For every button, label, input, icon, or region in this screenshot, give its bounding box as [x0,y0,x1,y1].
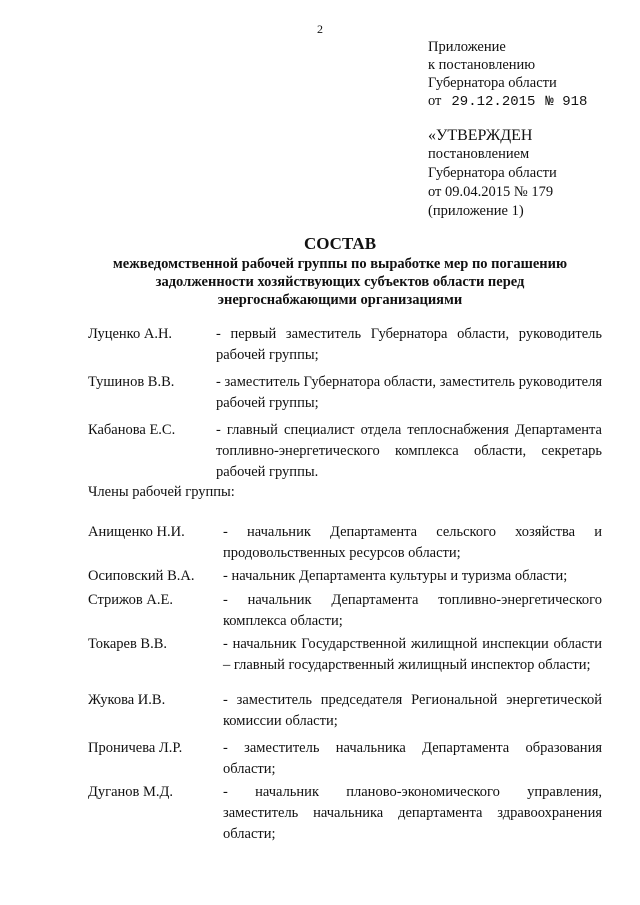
leader-role: - заместитель Губернатора области, заместитель руководителя рабочей группы; [216,374,602,411]
member-role: - начальник планово-экономического управления, заместитель начальника департамента здравоохранения области; [223,784,602,842]
subtitle-line-1: межведомственной рабочей группы по выработке мер по погашению [112,256,568,272]
member-name: Проничева Л.Р. [88,740,183,756]
approved-line-4: (приложение 1) [428,203,524,219]
appendix-number: № 918 [545,94,588,110]
leader-name: Тушинов В.В. [88,374,175,390]
appendix-date: 29.12.2015 [451,94,536,110]
document-subtitle [60,255,620,309]
appendix-line-2: к постановлению [428,57,536,73]
member-name: Токарев В.В. [88,636,168,652]
subtitle-line-3: энергоснабжающими организациями [217,292,463,308]
subtitle-line-2: задолженности хозяйствующих субъектов области перед [155,274,525,290]
document-title: СОСТАВ [303,234,377,253]
leader-name: Луценко А.Н. [88,326,173,342]
appendix-block [428,38,628,111]
member-role: - начальник Департамента культуры и туризма области; [223,568,568,584]
member-role: - заместитель начальника Департамента образования области; [223,740,602,777]
approved-line-3: от 09.04.2015 № 179 [428,184,554,200]
approved-line-1: постановлением [428,146,530,162]
appendix-line-3: Губернатора области [428,75,557,91]
member-name: Стрижов А.Е. [88,592,173,608]
member-role: - начальник Государственной жилищной инспекции области – главный государственный жилищный инспектор области; [223,636,602,673]
member-role: - начальник Департамента сельского хозяйства и продовольственных ресурсов области; [223,524,602,561]
members-label: Члены рабочей группы: [88,484,235,500]
appendix-line-1: Приложение [428,39,506,55]
leader-role: - первый заместитель Губернатора области, руководитель рабочей группы; [216,326,602,363]
approved-block [428,126,628,221]
member-role: - начальник Департамента топливно-энергетического комплекса области; [223,592,602,629]
member-role: - заместитель председателя Региональной энергетической комиссии области; [223,692,602,729]
member-name: Осиповский В.А. [88,568,195,584]
approved-line-2: Губернатора области [428,165,557,181]
appendix-from-label: от [428,93,442,109]
appendix-date-line [428,92,628,111]
leader-role: - главный специалист отдела теплоснабжения Департамента топливно-энергетического комплекса области, секретарь рабочей группы. [216,422,602,480]
member-name: Анищенко Н.И. [88,524,185,540]
member-name: Жукова И.В. [88,692,166,708]
page-number: 2 [317,22,323,36]
approved-head: «УТВЕРЖДЕН [428,127,533,144]
leader-name: Кабанова Е.С. [88,422,176,438]
member-name: Дуганов М.Д. [88,784,174,800]
